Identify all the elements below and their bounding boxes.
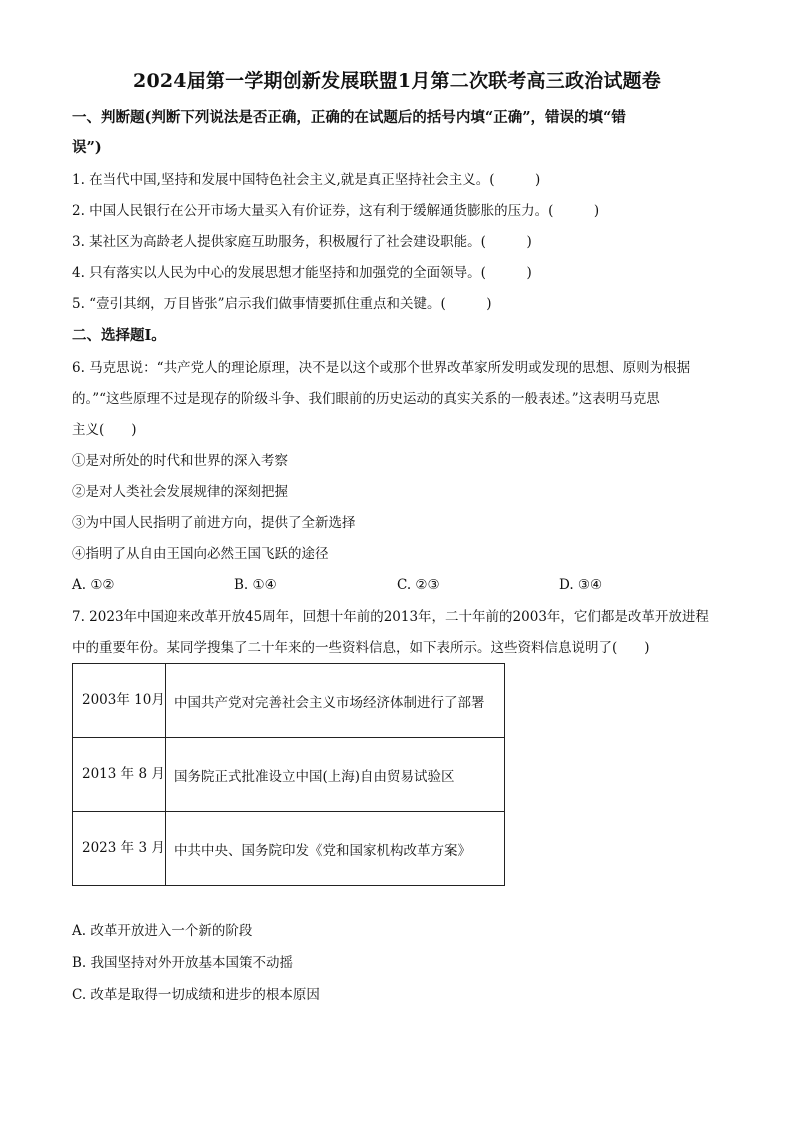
section1-heading: 一、判断题(判断下列说法是否正确，正确的在试题后的括号内填“正确”，错误的填“错 [72, 109, 626, 126]
judgment-item-2: 2. 中国人民银行在公开市场大量买入有价证券，这有利于缓解通货膨胀的压力。( ) [72, 203, 600, 219]
q7-stem-line2: 中的重要年份。某同学搜集了二十年来的一些资料信息，如下表所示。这些资料信息说明了( ) [72, 640, 650, 656]
table-cell-date: 2013 年 8 月 [73, 738, 166, 812]
section2-heading: 二、选择题Ⅰ。 [72, 327, 166, 344]
q6-stem-line2: 的。”“这些原理不过是现存的阶级斗争、我们眼前的历史运动的真实关系的一般表述。”这表明马克思 [72, 391, 660, 407]
q7-option-b: B. 我国坚持对外开放基本国策不动摇 [72, 955, 294, 971]
q6-statement-1: ①是对所处的时代和世界的深入考察 [72, 453, 288, 469]
q6-stem-line3: 主义( ) [72, 422, 137, 438]
table-cell-event: 中共中央、国务院印发《党和国家机构改革方案》 [166, 812, 505, 886]
q7-info-table [72, 663, 505, 886]
q6-statement-3: ③为中国人民指明了前进方向，提供了全新选择 [72, 515, 356, 531]
judgment-item-5: 5. “壹引其纲，万目皆张”启示我们做事情要抓住重点和关键。( ) [72, 296, 492, 312]
q6-option-d: D. ③④ [559, 577, 603, 593]
q7-stem-line1: 7. 2023年中国迎来改革开放45周年，回想十年前的2013年，二十年前的2003年，它们都是改革开放进程 [72, 609, 709, 625]
table-cell-date: 2003年 10月 [73, 664, 166, 738]
judgment-item-4: 4. 只有落实以人民为中心的发展思想才能坚持和加强党的全面领导。( ) [72, 265, 532, 281]
table-cell-date: 2023 年 3 月 [73, 812, 166, 886]
table-row [73, 664, 505, 738]
q6-stem-line1: 6. 马克思说：“共产党人的理论原理，决不是以这个或那个世界改革家所发明或发现的思想、原则为根据 [72, 360, 691, 376]
q6-statement-2: ②是对人类社会发展规律的深刻把握 [72, 484, 288, 500]
table-row [73, 738, 505, 812]
q6-statement-4: ④指明了从自由王国向必然王国飞跃的途径 [72, 546, 329, 562]
q7-option-c: C. 改革是取得一切成绩和进步的根本原因 [72, 987, 320, 1003]
q6-option-a: A. ①② [72, 577, 115, 593]
exam-title: 2024届第一学期创新发展联盟1月第二次联考高三政治试题卷 [133, 70, 661, 92]
q6-option-c: C. ②③ [397, 577, 440, 593]
table-cell-event: 中国共产党对完善社会主义市场经济体制进行了部署 [166, 664, 505, 738]
q6-option-b: B. ①④ [234, 577, 277, 593]
table-row [73, 812, 505, 886]
q7-option-a: A. 改革开放进入一个新的阶段 [72, 923, 253, 939]
judgment-item-3: 3. 某社区为高龄老人提供家庭互助服务，积极履行了社会建设职能。( ) [72, 234, 532, 250]
section1-heading-cont: 误”) [72, 139, 102, 156]
table-cell-event: 国务院正式批准设立中国(上海)自由贸易试验区 [166, 738, 505, 812]
judgment-item-1: 1. 在当代中国,坚持和发展中国特色社会主义,就是真正坚持社会主义。( ) [72, 172, 541, 188]
